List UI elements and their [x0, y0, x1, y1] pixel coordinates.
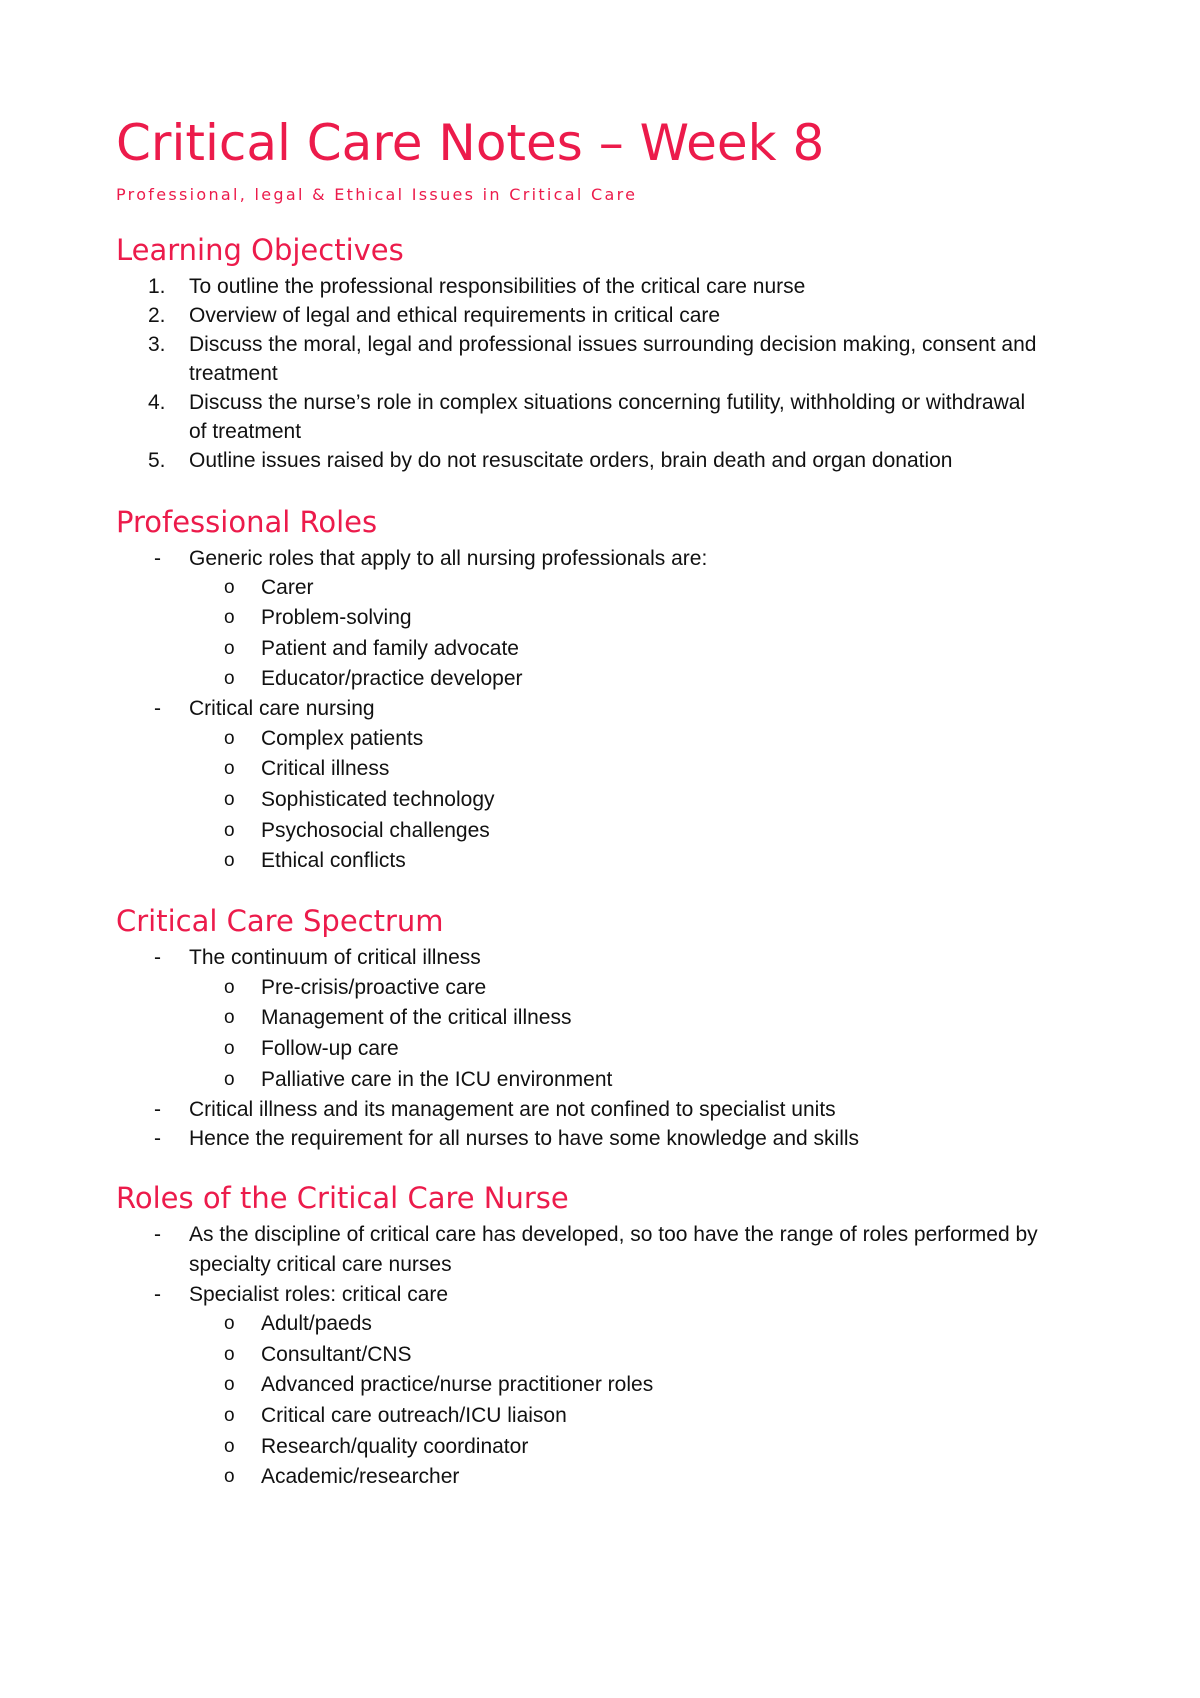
bullet-item: Generic roles that apply to all nursing professionals are:: [189, 547, 708, 570]
section-heading-roles-of-critical-care-nurse: Roles of the Critical Care Nurse: [116, 1181, 569, 1215]
sub-bullet: o: [224, 820, 235, 841]
list-number: 4.: [148, 391, 166, 414]
bullet-item: Specialist roles: critical care: [189, 1283, 449, 1306]
sub-bullet-item: Complex patients: [261, 727, 424, 750]
sub-bullet: o: [224, 1313, 235, 1334]
bullet-dash: -: [154, 1283, 161, 1306]
sub-bullet-item: Consultant/CNS: [261, 1343, 412, 1366]
sub-bullet-item: Critical care outreach/ICU liaison: [261, 1404, 567, 1427]
sub-bullet-item: Ethical conflicts: [261, 849, 406, 872]
list-number: 1.: [148, 275, 166, 298]
sub-bullet-item: Advanced practice/nurse practitioner roles: [261, 1373, 654, 1396]
page-title: Critical Care Notes – Week 8: [116, 114, 825, 172]
section-heading-professional-roles: Professional Roles: [116, 505, 378, 539]
list-item-continuation: treatment: [189, 362, 278, 385]
sub-bullet: o: [224, 1069, 235, 1090]
sub-bullet-item: Management of the critical illness: [261, 1006, 572, 1029]
list-item: To outline the professional responsibilities of the critical care nurse: [189, 275, 806, 298]
sub-bullet: o: [224, 1374, 235, 1395]
sub-bullet: o: [224, 1344, 235, 1365]
list-item: Discuss the nurse’s role in complex situations concerning futility, withholding or withdrawal: [189, 391, 1026, 414]
sub-bullet-item: Critical illness: [261, 757, 390, 780]
bullet-item: The continuum of critical illness: [189, 946, 481, 969]
sub-bullet: o: [224, 668, 235, 689]
sub-bullet: o: [224, 1007, 235, 1028]
bullet-dash: -: [154, 1098, 161, 1121]
list-number: 3.: [148, 333, 166, 356]
sub-bullet-item: Sophisticated technology: [261, 788, 495, 811]
sub-bullet-item: Adult/paeds: [261, 1312, 372, 1335]
bullet-item: Critical illness and its management are not confined to specialist units: [189, 1098, 836, 1121]
section-heading-critical-care-spectrum: Critical Care Spectrum: [116, 904, 444, 938]
sub-bullet: o: [224, 977, 235, 998]
sub-bullet: o: [224, 789, 235, 810]
sub-bullet-item: Palliative care in the ICU environment: [261, 1068, 613, 1091]
sub-bullet: o: [224, 1038, 235, 1059]
sub-bullet-item: Patient and family advocate: [261, 637, 519, 660]
bullet-item: Hence the requirement for all nurses to have some knowledge and skills: [189, 1127, 860, 1150]
sub-bullet: o: [224, 577, 235, 598]
bullet-dash: -: [154, 946, 161, 969]
sub-bullet: o: [224, 1466, 235, 1487]
bullet-dash: -: [154, 1127, 161, 1150]
sub-bullet-item: Carer: [261, 576, 314, 599]
sub-bullet-item: Psychosocial challenges: [261, 819, 490, 842]
bullet-item: As the discipline of critical care has developed, so too have the range of roles performed by: [189, 1223, 1038, 1246]
sub-bullet-item: Research/quality coordinator: [261, 1435, 529, 1458]
bullet-item-continuation: specialty critical care nurses: [189, 1253, 452, 1276]
list-item: Discuss the moral, legal and professional issues surrounding decision making, consent and: [189, 333, 1037, 356]
bullet-dash: -: [154, 547, 161, 570]
bullet-dash: -: [154, 697, 161, 720]
sub-bullet: o: [224, 1436, 235, 1457]
list-item: Outline issues raised by do not resuscitate orders, brain death and organ donation: [189, 449, 953, 472]
sub-bullet: o: [224, 607, 235, 628]
sub-bullet-item: Problem-solving: [261, 606, 412, 629]
list-item: Overview of legal and ethical requirements in critical care: [189, 304, 721, 327]
sub-bullet-item: Educator/practice developer: [261, 667, 523, 690]
sub-bullet: o: [224, 638, 235, 659]
list-number: 5.: [148, 449, 166, 472]
list-number: 2.: [148, 304, 166, 327]
sub-bullet: o: [224, 758, 235, 779]
bullet-item: Critical care nursing: [189, 697, 375, 720]
sub-bullet: o: [224, 728, 235, 749]
sub-bullet-item: Pre-crisis/proactive care: [261, 976, 487, 999]
section-heading-learning-objectives: Learning Objectives: [116, 233, 404, 267]
sub-bullet: o: [224, 1405, 235, 1426]
page-subtitle: Professional, legal & Ethical Issues in Critical Care: [116, 185, 638, 204]
sub-bullet-item: Academic/researcher: [261, 1465, 460, 1488]
list-item-continuation: of treatment: [189, 420, 302, 443]
bullet-dash: -: [154, 1223, 161, 1246]
sub-bullet-item: Follow-up care: [261, 1037, 399, 1060]
sub-bullet: o: [224, 850, 235, 871]
